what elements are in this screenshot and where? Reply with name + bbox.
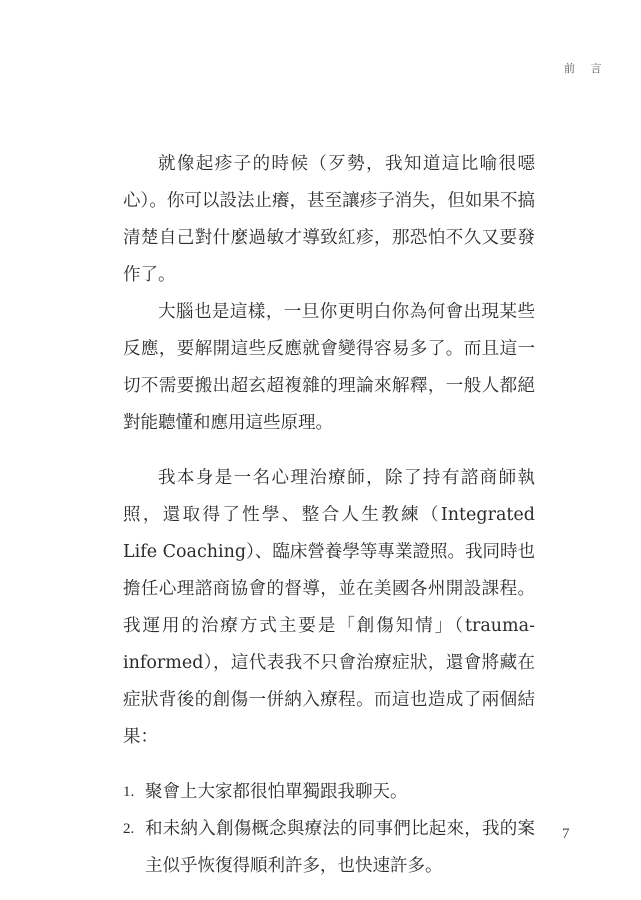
page-number: 7 <box>562 826 570 842</box>
results-list <box>123 774 535 885</box>
body-text <box>123 146 535 885</box>
list-text: 和未納入創傷概念與療法的同事們比起來，我的案主似乎恢復得順利許多，也快速許多。 <box>145 819 535 876</box>
list-item <box>123 811 535 885</box>
list-number: 1. <box>123 784 135 800</box>
paragraph-author-credentials: 我本身是一名心理治療師，除了持有諮商師執照，還取得了性學、整合人生教練（Integrated Life Coaching）、臨床營養學等專業證照。我同時也擔任心理諮商協會的督導，並在美國各州開設課程。我運用的治療方式主要是「創傷知情」（trauma-informed），這代表我不只會治療症狀，還會將藏在症狀背後的創傷一併納入療程。而這也造成了兩個結果： <box>123 468 535 747</box>
paragraph-rash-analogy: 就像起疹子的時候（歹勢，我知道這比喻很噁心）。你可以設法止癢，甚至讓疹子消失，但如果不搞清楚自己對什麼過敏才導致紅疹，那恐怕不久又要發作了。 <box>123 154 535 285</box>
running-head: 前 言 <box>564 62 608 75</box>
list-item <box>123 774 535 811</box>
list-number: 2. <box>123 821 135 837</box>
list-text: 聚會上大家都很怕單獨跟我聊天。 <box>145 782 408 802</box>
paragraph-brain: 大腦也是這樣，一旦你更明白你為何會出現某些反應，要解開這些反應就會變得容易多了。而且這一切不需要搬出超玄超複雜的理論來解釋，一般人都絕對能聽懂和應用這些原理。 <box>123 302 535 433</box>
